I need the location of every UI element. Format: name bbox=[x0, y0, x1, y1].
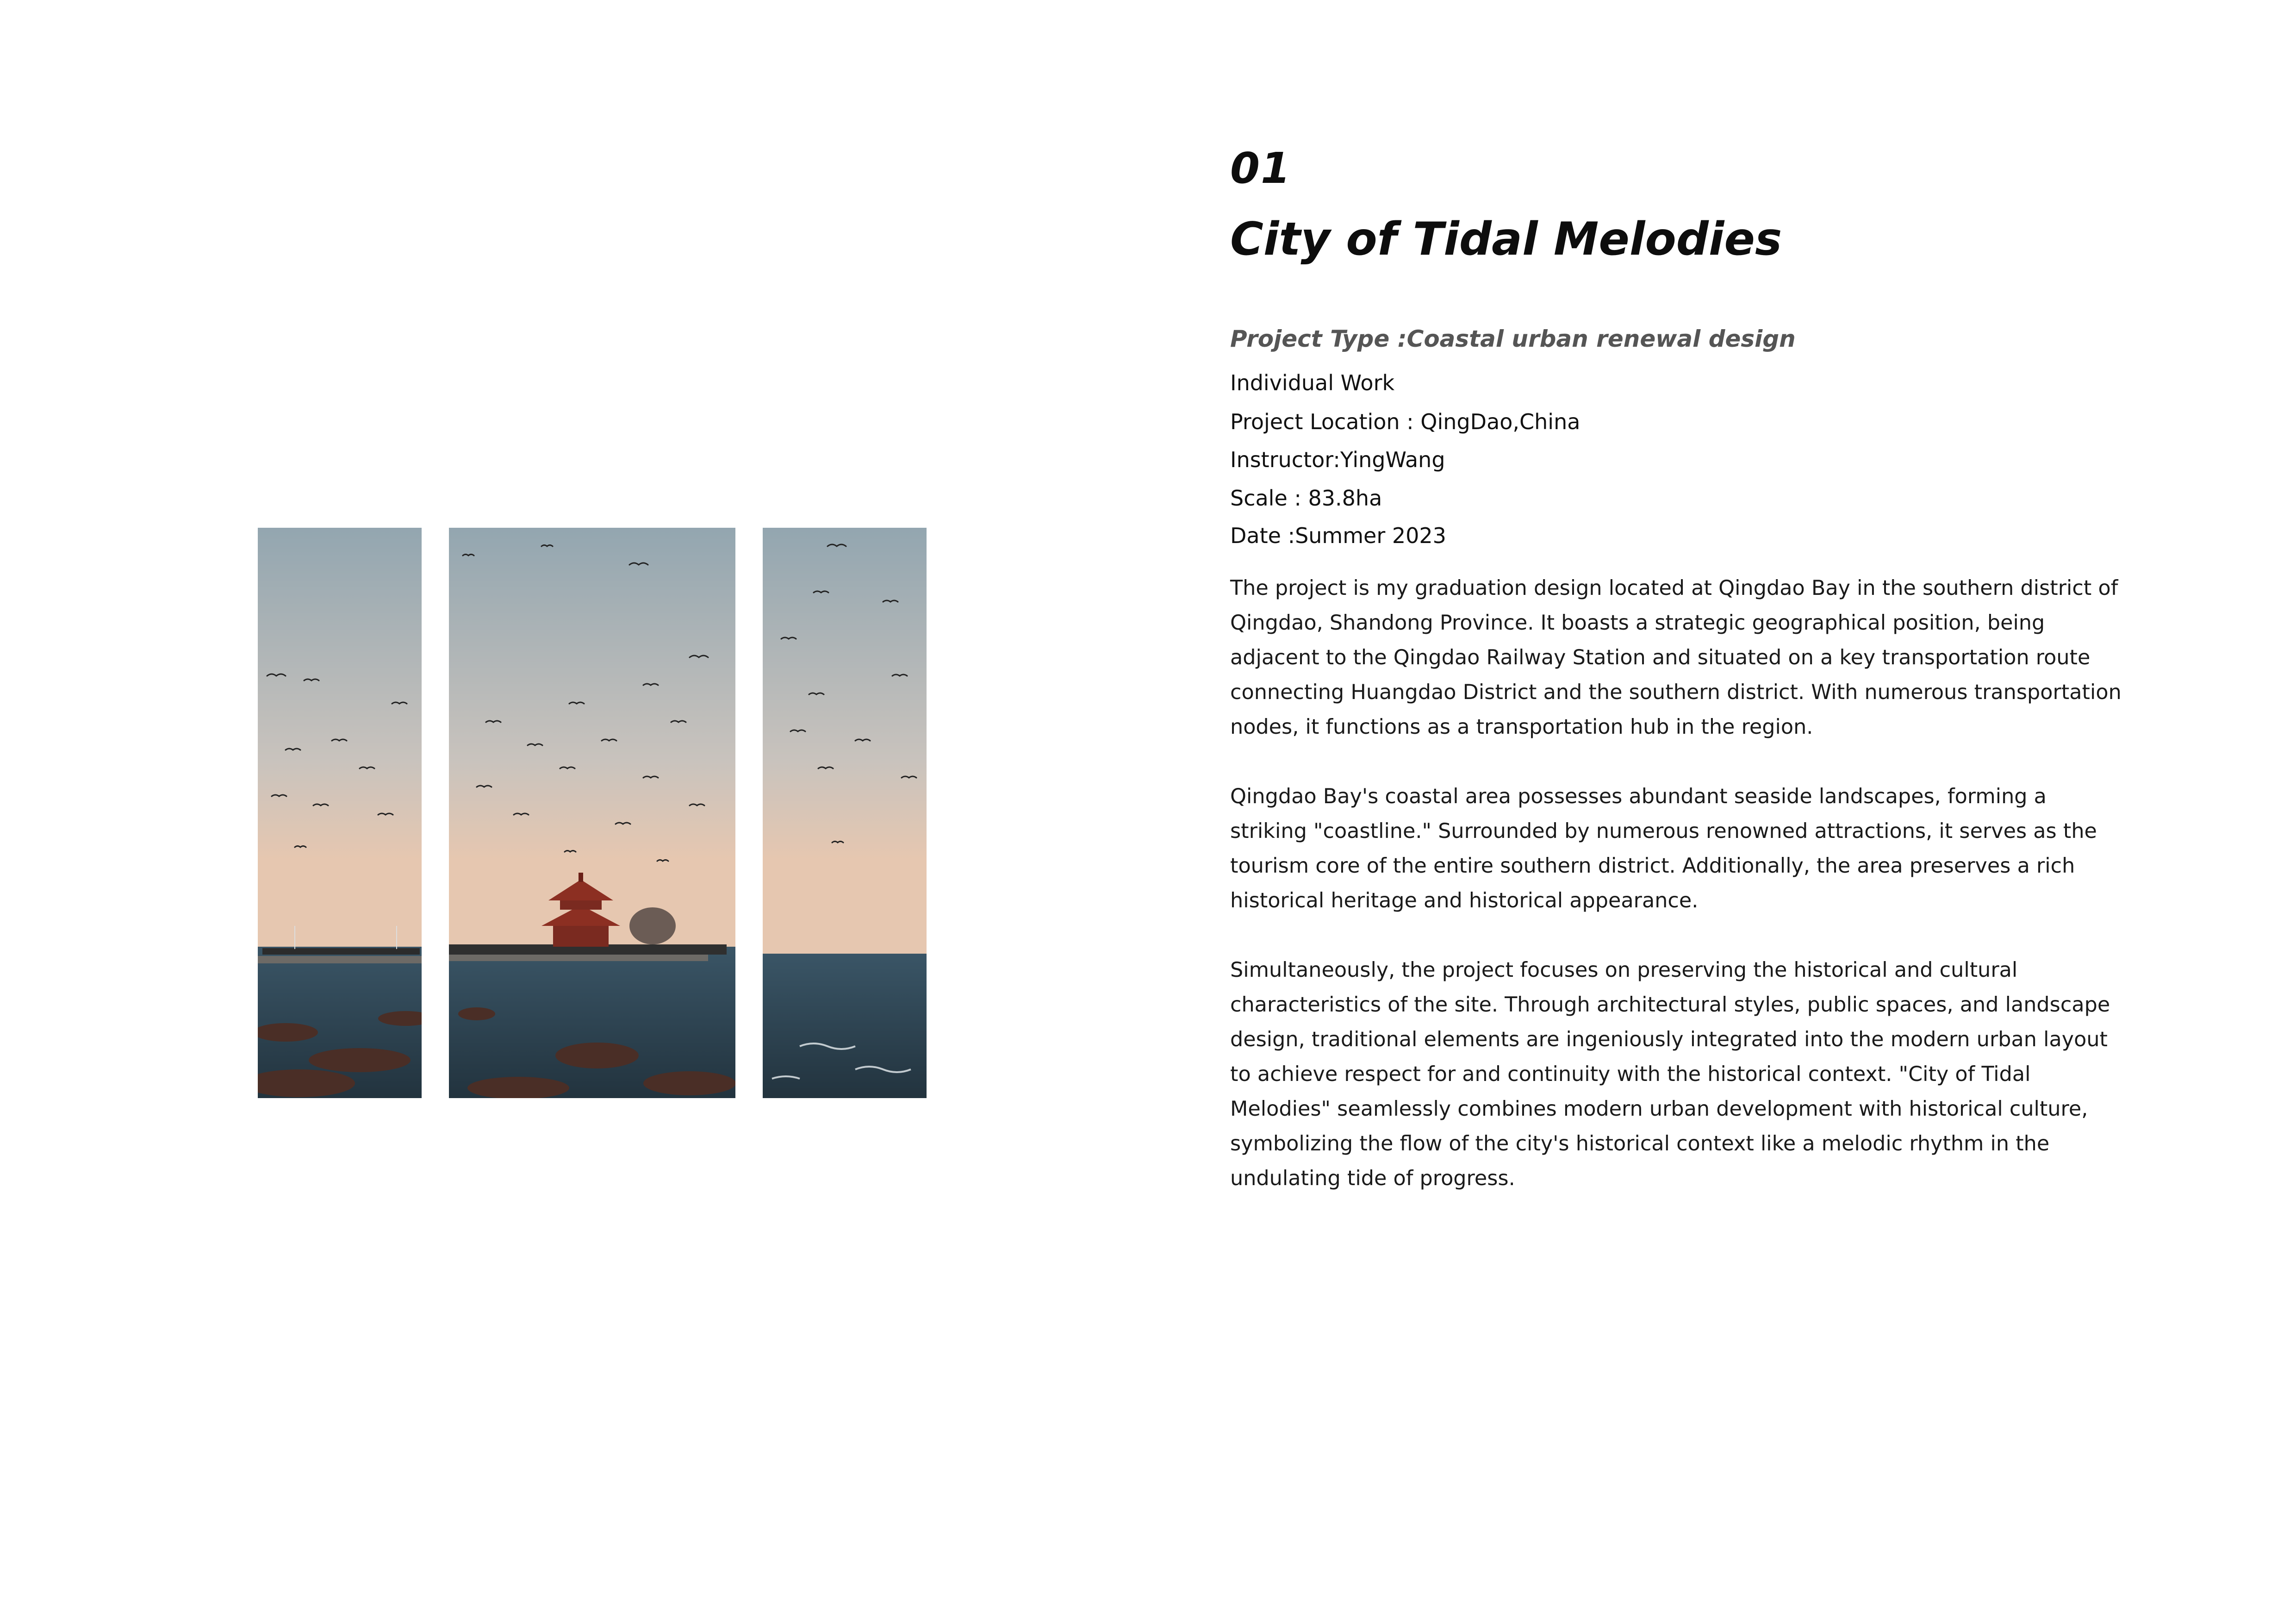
project-type: Project Type :Coastal urban renewal design bbox=[1230, 325, 1796, 352]
description-paragraph-1: The project is my graduation design located at Qingdao Bay in the southern district of Qingdao, Shandong Province. It boasts a strategic geographical position, being adjacent to the Qingdao Railway Station and situated on a key transportation route connecting Huangdao District and the southern district. With numerous transportation nodes, it functions as a transportation hub in the region. bbox=[1230, 576, 2122, 739]
meta-individual-work: Individual Work bbox=[1230, 370, 1395, 395]
description-paragraph-2: Qingdao Bay's coastal area possesses abundant seaside landscapes, forming a striking "coastline." Surrounded by numerous renowned attractions, it serves as the tourism core of the entire southern district. Additionally, the area preserves a rich historical heritage and historical appearance. bbox=[1230, 785, 2097, 912]
pavilion-pier-photo bbox=[449, 528, 735, 1098]
meta-scale: Scale : 83.8ha bbox=[1230, 486, 1382, 511]
seascape-photo-right bbox=[763, 528, 927, 1098]
meta-date: Date :Summer 2023 bbox=[1230, 523, 1446, 548]
meta-instructor: Instructor:YingWang bbox=[1230, 447, 1445, 472]
project-number: 01 bbox=[1230, 144, 1292, 193]
description-paragraph-3: Simultaneously, the project focuses on preserving the historical and cultural characteristics of the site. Through architectural styles, public spaces, and landscape design, traditional elements are ingeniously integrated into the modern urban layout to achieve respect for and continuity with the historical context. "City of Tidal Melodies" seamlessly combines modern urban development with historical culture, symbolizing the flow of the city's historical context like a melodic rhythm in the undulating tide of progress. bbox=[1230, 958, 2110, 1190]
photo-panel-middle bbox=[449, 528, 735, 1098]
meta-location: Project Location : QingDao,China bbox=[1230, 409, 1580, 434]
photo-panel-left bbox=[258, 528, 422, 1098]
photo-panel-right bbox=[763, 528, 927, 1098]
project-title: City of Tidal Melodies bbox=[1230, 213, 1782, 266]
seascape-photo-left bbox=[258, 528, 422, 1098]
